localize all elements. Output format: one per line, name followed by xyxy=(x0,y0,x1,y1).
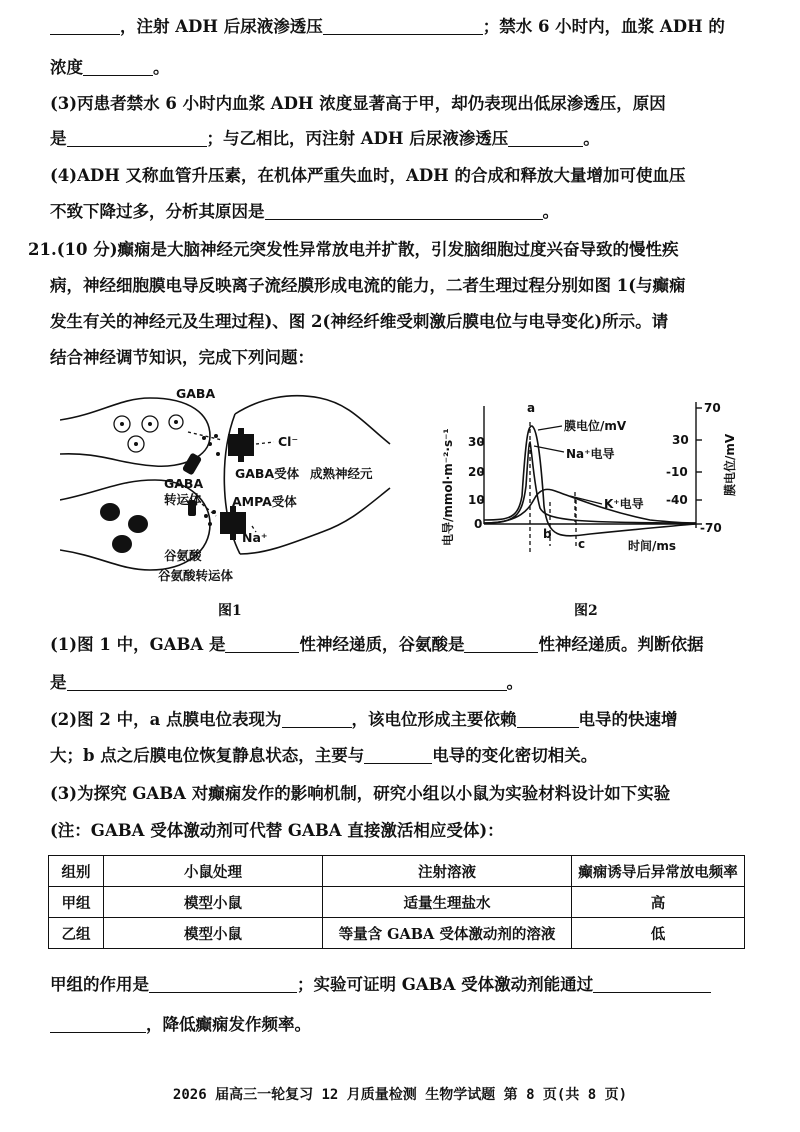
q21-part1-line-2: 是 。 xyxy=(50,673,523,692)
fig1-gaba-transporter-label: GABA xyxy=(164,476,204,491)
membrane-potential-curve xyxy=(484,426,696,536)
right-tick-label: -70 xyxy=(700,521,722,535)
k-conductance-curve xyxy=(484,489,696,523)
fig1-ampa-receptor-label: AMPA受体 xyxy=(232,494,297,509)
q21-intro-line-2: 病，神经细胞膜电导反映离子流经膜形成电流的能力，二者生理过程分别如图 1(与癫痫 xyxy=(50,276,686,295)
upper-presynaptic-terminal xyxy=(60,398,210,466)
table-header-cell: 注射溶液 xyxy=(323,856,572,887)
answer-blank[interactable] xyxy=(83,57,153,76)
right-tick-label: 30 xyxy=(672,433,689,447)
figure-2-caption: 图2 xyxy=(574,603,598,619)
glutamate-vesicle xyxy=(100,503,120,521)
answer-blank[interactable] xyxy=(364,745,432,764)
answer-blank[interactable] xyxy=(593,974,711,993)
table-cell: 模型小鼠 xyxy=(104,887,323,918)
fig1-glutamate-label: 谷氨酸 xyxy=(164,548,202,563)
left-axis-label: 电导/mmol·m⁻²·s⁻¹ xyxy=(441,428,455,546)
q20-part4-line-1: (4)ADH 又称血管升压素，在机体严重失血时，ADH 的合成和释放大量增加可使血压 xyxy=(50,166,686,185)
table-row xyxy=(49,887,745,918)
right-tick-label: 70 xyxy=(704,401,721,415)
page-footer: 2026 届高三一轮复习 12 月质量检测 生物学试题 第 8 页(共 8 页) xyxy=(172,1087,628,1103)
q21-part3-conclusion-line-1: 甲组的作用是 ；实验可证明 GABA 受体激动剂能通过 xyxy=(50,972,754,998)
table-header-cell: 小鼠处理 xyxy=(104,856,323,887)
glutamate-vesicle xyxy=(112,535,132,553)
table-cell: 模型小鼠 xyxy=(104,918,323,949)
left-tick-label: 10 xyxy=(468,493,485,507)
fig1-gaba-receptor-label: GABA受体 xyxy=(235,466,300,481)
left-tick-label: 0 xyxy=(474,517,483,531)
point-c-label: c xyxy=(578,537,586,551)
table-cell: 甲组 xyxy=(49,887,104,918)
q20-line-2: 浓度 。 xyxy=(50,58,170,77)
x-axis-label: 时间/ms xyxy=(628,539,677,553)
right-tick-label: -40 xyxy=(666,493,688,507)
q21-intro-line-4: 结合神经调节知识，完成下列问题： xyxy=(50,348,314,367)
fig1-gaba-transporter-label: 转运体 xyxy=(164,492,202,507)
answer-blank[interactable] xyxy=(508,128,583,147)
legend-k-conductance: K⁺电导 xyxy=(604,497,644,511)
answer-blank[interactable] xyxy=(265,201,543,220)
q21-part1-line-1: (1)图 1 中，GABA 是 性神经递质，谷氨酸是 性神经递质。判断依据 xyxy=(50,635,704,654)
fig1-mature-neuron-label: 成熟神经元 xyxy=(310,466,373,481)
table-cell: 高 xyxy=(572,887,745,918)
table-header-cell: 组别 xyxy=(49,856,104,887)
answer-blank[interactable] xyxy=(50,1014,146,1033)
table-cell: 等量含 GABA 受体激动剂的溶液 xyxy=(323,918,572,949)
answer-blank[interactable] xyxy=(323,16,483,35)
table-cell: 乙组 xyxy=(49,918,104,949)
q21-part2-line-2: 大；b 点之后膜电位恢复静息状态，主要与 电导的变化密切相关。 xyxy=(50,746,598,765)
answer-blank[interactable] xyxy=(517,709,579,728)
table-cell: 低 xyxy=(572,918,745,949)
fig1-na-label: Na⁺ xyxy=(242,530,268,545)
figure-1-caption: 图1 xyxy=(218,603,242,619)
table-cell: 适量生理盐水 xyxy=(323,887,572,918)
legend-membrane-potential: 膜电位/mV xyxy=(564,419,627,433)
left-tick-label: 20 xyxy=(468,465,485,479)
fig1-glutamate-transporter-label: 谷氨酸转运体 xyxy=(158,568,234,583)
q20-line-1: ，注射 ADH 后尿液渗透压 ；禁水 6 小时内，血浆 ADH 的 xyxy=(50,14,754,40)
figure-1-synapse-diagram xyxy=(60,384,420,594)
q21-part3-line-1: (3)为探究 GABA 对癫痫发作的影响机制，研究小组以小鼠为实验材料设计如下实验 xyxy=(50,784,671,803)
answer-blank[interactable] xyxy=(225,634,299,653)
answer-blank[interactable] xyxy=(464,634,538,653)
answer-blank[interactable] xyxy=(67,128,207,147)
table-header-row xyxy=(49,856,745,887)
fig1-cl-label: Cl⁻ xyxy=(278,434,299,449)
point-b-label: b xyxy=(543,527,552,541)
q20-part3-line-2: 是 ；与乙相比，丙注射 ADH 后尿液渗透压 。 xyxy=(50,129,600,148)
q20-part3-line-1: (3)丙患者禁水 6 小时内血浆 ADH 浓度显著高于甲，却仍表现出低尿渗透压，原因 xyxy=(50,94,666,113)
answer-blank[interactable] xyxy=(149,974,297,993)
q21-intro-line-3: 发生有关的神经元及生理过程)、图 2(神经纤维受刺激后膜电位与电导变化)所示。请 xyxy=(50,312,669,331)
answer-blank[interactable] xyxy=(50,16,120,35)
glutamate-vesicle xyxy=(128,515,148,533)
gaba-receptor xyxy=(228,428,254,462)
postsynaptic-neuron-outline xyxy=(235,396,390,444)
q21-intro-line-1: 21.(10 分)癫痫是大脑神经元突发性异常放电并扩散，引发脑细胞过度兴奋导致的慢性疾 xyxy=(28,240,679,259)
q21-part3-conclusion-line-2: ，降低癫痫发作频率。 xyxy=(50,1012,754,1038)
q21-part3-line-2: (注：GABA 受体激动剂可代替 GABA 直接激活相应受体)： xyxy=(50,821,504,840)
answer-blank[interactable] xyxy=(67,672,507,691)
legend-na-conductance: Na⁺电导 xyxy=(566,447,615,461)
left-tick-label: 30 xyxy=(468,435,485,449)
answer-blank[interactable] xyxy=(282,709,352,728)
right-tick-label: -10 xyxy=(666,465,688,479)
table-header-cell: 癫痫诱导后异常放电频率 xyxy=(572,856,745,887)
q20-part4-line-2: 不致下降过多，分析其原因是 。 xyxy=(50,202,559,221)
experiment-table xyxy=(48,855,745,949)
figure-2-conductance-chart xyxy=(440,396,740,596)
q21-part2-line-1: (2)图 2 中，a 点膜电位表现为 ，该电位形成主要依赖 电导的快速增 xyxy=(50,710,678,729)
table-row xyxy=(49,918,745,949)
point-a-label: a xyxy=(527,401,536,415)
right-axis-label: 膜电位/mV xyxy=(723,433,737,496)
fig1-gaba-label: GABA xyxy=(176,386,216,401)
